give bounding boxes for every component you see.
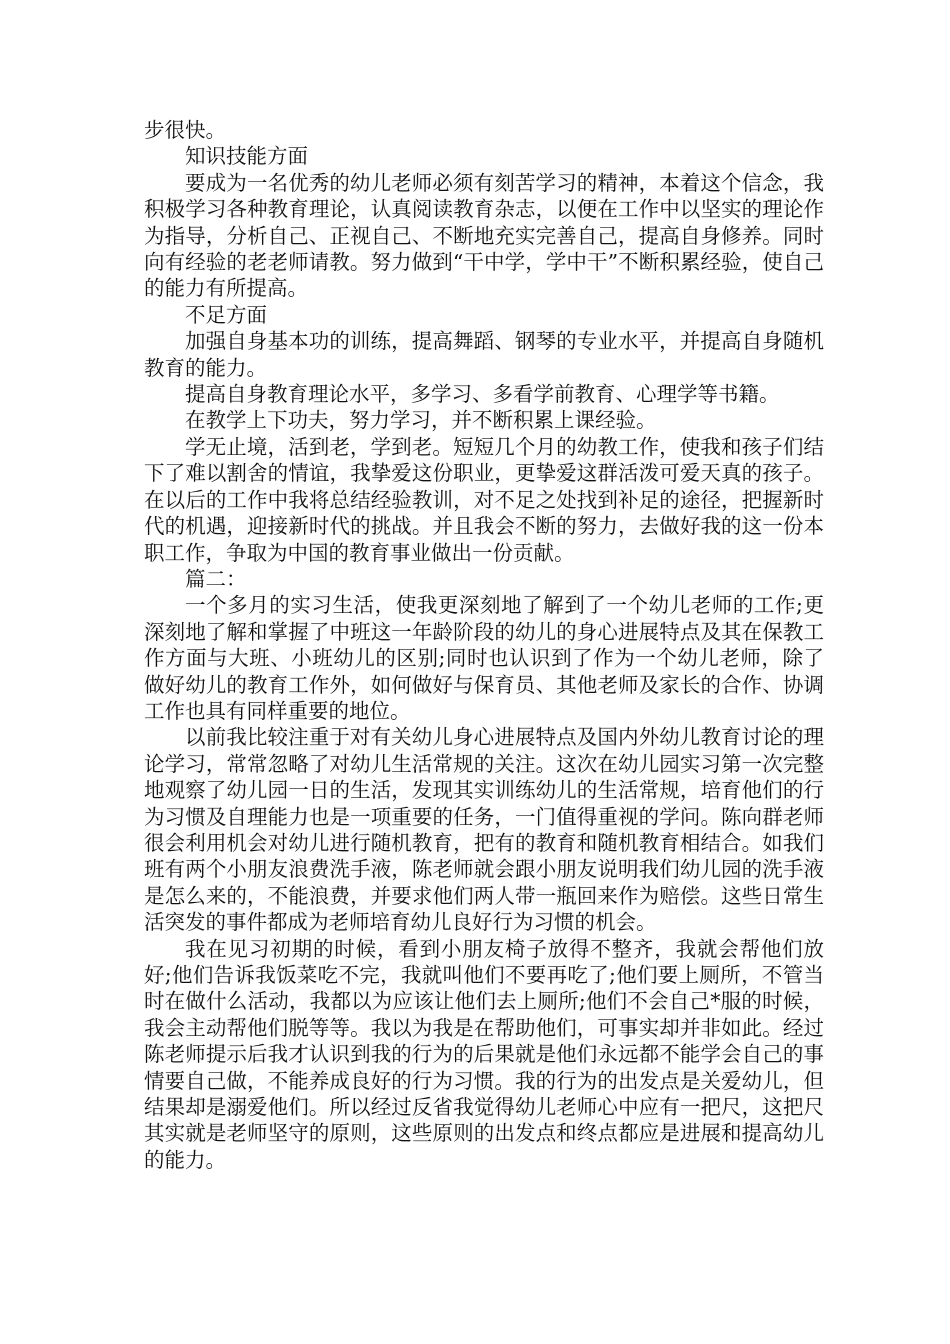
section-heading-shortcomings: 不足方面 [185, 302, 267, 327]
paragraph: 以前我比较注重于对有关幼儿身心进展特点及国内外幼儿教育讨论的理论学习，常常忽略了对幼儿生活常规的关注。这次在幼儿园实习第一次完整地观察了幼儿园一日的生活，发现其实训练幼儿的生活常规，培育他们的行为习惯及自理能力也是一项重要的任务，一门值得重视的学问。陈向群老师很会利用机会对幼儿进行随机教育，把有的教育和随机教育相结合。如我们班有两个小朋友浪费洗手液，陈老师就会跟小朋友说明我们幼儿园的洗手液是怎么来的，不能浪费，并要求他们两人带一瓶回来作为赔偿。这些日常生活突发的事件都成为老师培育幼儿良好行为习惯的机会。 [144, 725, 824, 935]
paragraph: 一个多月的实习生活，使我更深刻地了解到了一个幼儿老师的工作;更深刻地了解和掌握了中班这一年龄阶段的幼儿的身心进展特点及其在保教工作方面与大班、小班幼儿的区别;同时也认识到了作为一个幼儿老师，除了做好幼儿的教育工作外，如何做好与保育员、其他老师及家长的合作、协调工作也具有同样重要的地位。 [144, 593, 824, 723]
paragraph: 提高自身教育理论水平，多学习、多看学前教育、心理学等书籍。 [185, 382, 780, 407]
section-heading-part-two: 篇二： [185, 566, 247, 591]
paragraph: 在教学上下功夫，努力学习，并不断积累上课经验。 [185, 408, 657, 433]
paragraph: 要成为一名优秀的幼儿老师必须有刻苦学习的精神，本着这个信念，我积极学习各种教育理论，认真阅读教育杂志，以便在工作中以坚实的理论作为指导，分析自己、正视自己、不断地充实完善自己，提高自身修养。同时向有经验的老老师请教。努力做到“干中学，学中干”不断积累经验，使自己的能力有所提高。 [144, 170, 824, 301]
section-heading-skills: 知识技能方面 [185, 144, 308, 169]
paragraph: 学无止境，活到老，学到老。短短几个月的幼教工作，使我和孩子们结下了难以割舍的情谊，我挚爱这份职业，更挚爱这群活泼可爱天真的孩子。在以后的工作中我将总结经验教训，对不足之处找到补足的途径，把握新时代的机遇，迎接新时代的挑战。并且我会不断的努力，去做好我的这一份本职工作，争取为中国的教育事业做出一份贡献。 [144, 434, 824, 565]
document-body [144, 117, 824, 1173]
paragraph-continuation: 步很快。 [144, 118, 226, 142]
paragraph: 加强自身基本功的训练，提高舞蹈、钢琴的专业水平，并提高自身随机教育的能力。 [144, 329, 824, 380]
paragraph: 我在见习初期的时候，看到小朋友椅子放得不整齐，我就会帮他们放好;他们告诉我饭菜吃不完，我就叫他们不要再吃了;他们要上厕所，不管当时在做什么活动，我都以为应该让他们去上厕所;他们不会自己*服的时候，我会主动帮他们脱等等。我以为我是在帮助他们，可事实却并非如此。经过陈老师提示后我才认识到我的行为的后果就是他们永远都不能学会自己的事情要自己做，不能养成良好的行为习惯。我的行为的出发点是关爱幼儿，但结果却是溺爱他们。所以经过反省我觉得幼儿老师心中应有一把尺，这把尺其实就是老师坚守的原则，这些原则的出发点和终点都应是进展和提高幼儿的能力。 [144, 936, 824, 1172]
